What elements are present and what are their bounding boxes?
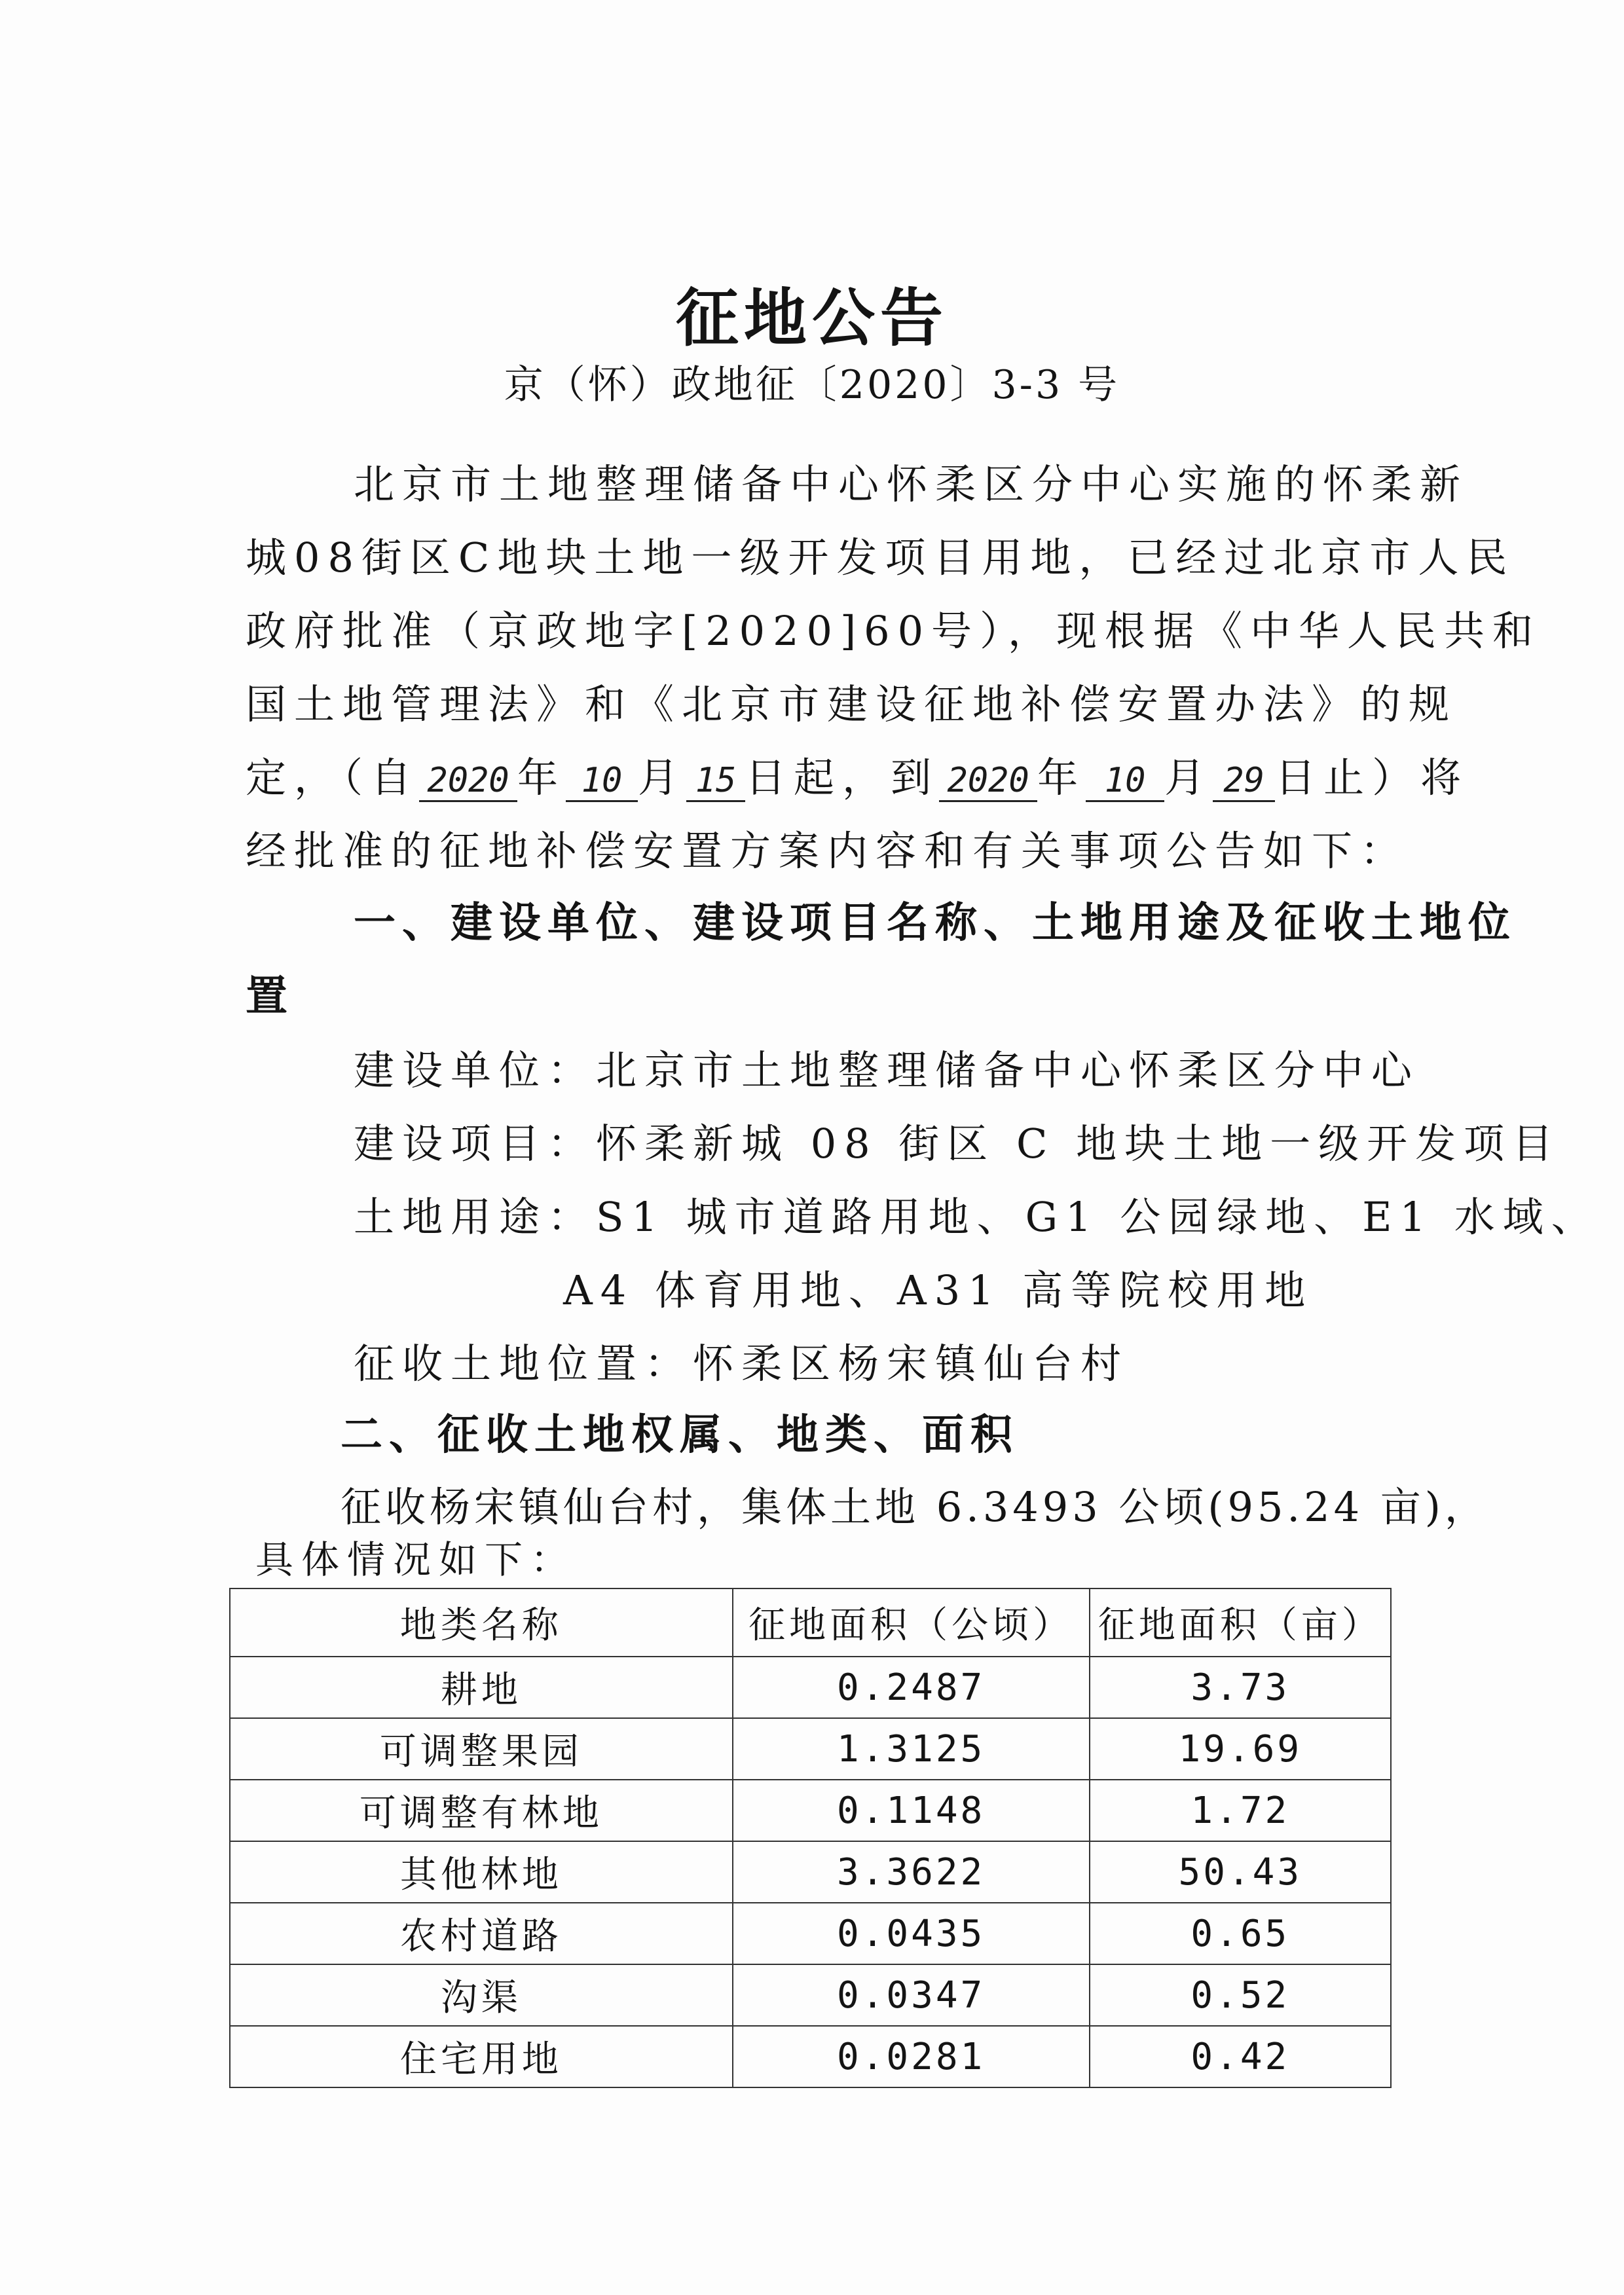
end-year-handwritten: 2020 bbox=[939, 761, 1037, 802]
start-year-handwritten: 2020 bbox=[419, 761, 517, 802]
cell-mu: 0.52 bbox=[1090, 1964, 1391, 2026]
start-day-label: 日起，到 bbox=[745, 754, 940, 801]
cell-hectare: 1.3125 bbox=[733, 1718, 1090, 1780]
cell-hectare: 0.1148 bbox=[733, 1780, 1090, 1841]
construction-unit: 建设单位：北京市土地整理储备中心怀柔区分中心 bbox=[354, 1046, 1420, 1094]
header-area-mu: 征地面积（亩） bbox=[1090, 1588, 1391, 1657]
table-row bbox=[230, 1964, 1391, 2026]
table-row bbox=[230, 1903, 1391, 1964]
cell-hectare: 0.0435 bbox=[733, 1903, 1090, 1964]
start-month-handwritten: 10 bbox=[566, 761, 638, 802]
cell-hectare: 0.2487 bbox=[733, 1657, 1090, 1718]
end-day-label: 日止）将 bbox=[1275, 754, 1469, 801]
intro-line-6: 经批准的征地补偿安置方案内容和有关事项公告如下： bbox=[246, 827, 1409, 875]
end-month-handwritten: 10 bbox=[1086, 761, 1164, 802]
intro-line-5-prefix: 定，（自 bbox=[246, 754, 420, 801]
document-number: 京（怀）政地征〔2020〕3-3 号 bbox=[504, 362, 1120, 408]
land-usage-line-2: A4 体育用地、A31 高等院校用地 bbox=[563, 1266, 1314, 1314]
table-row bbox=[230, 2026, 1391, 2087]
section-2-text-line-2: 具体情况如下： bbox=[255, 1537, 577, 1582]
end-month-label: 月 bbox=[1164, 754, 1213, 801]
intro-line-2: 城08街区C地块土地一级开发项目用地，已经过北京市人民 bbox=[246, 534, 1515, 581]
table-row bbox=[230, 1657, 1391, 1718]
land-location: 征收土地位置：怀柔区杨宋镇仙台村 bbox=[354, 1340, 1130, 1387]
section-1-heading: 一、建设单位、建设项目名称、土地用途及征收土地位 bbox=[354, 899, 1517, 947]
section-1-heading-cont: 置 bbox=[246, 972, 294, 1021]
month-label: 月 bbox=[638, 754, 687, 801]
cell-hectare: 0.0281 bbox=[733, 2026, 1090, 2087]
page-title: 征地公告 bbox=[676, 282, 948, 355]
header-area-hectare: 征地面积（公顷） bbox=[733, 1588, 1090, 1657]
land-table bbox=[229, 1588, 1392, 2088]
construction-project: 建设项目：怀柔新城 08 街区 C 地块土地一级开发项目 bbox=[354, 1120, 1561, 1167]
cell-hectare: 3.3622 bbox=[733, 1841, 1090, 1903]
cell-land-type: 可调整果园 bbox=[230, 1718, 733, 1780]
cell-mu: 19.69 bbox=[1090, 1718, 1391, 1780]
cell-land-type: 住宅用地 bbox=[230, 2026, 733, 2087]
table-row bbox=[230, 1718, 1391, 1780]
year-label: 年 bbox=[517, 754, 566, 801]
table-row bbox=[230, 1780, 1391, 1841]
cell-land-type: 耕地 bbox=[230, 1657, 733, 1718]
cell-land-type: 沟渠 bbox=[230, 1964, 733, 2026]
cell-mu: 0.42 bbox=[1090, 2026, 1391, 2087]
cell-mu: 3.73 bbox=[1090, 1657, 1391, 1718]
intro-line-4: 国土地管理法》和《北京市建设征地补偿安置办法》的规 bbox=[246, 680, 1458, 728]
land-usage-line-1: 土地用途：S1 城市道路用地、G1 公园绿地、E1 水域、 bbox=[354, 1193, 1600, 1241]
cell-land-type: 其他林地 bbox=[230, 1841, 733, 1903]
table-row bbox=[230, 1841, 1391, 1903]
section-2-heading: 二、征收土地权属、地类、面积 bbox=[341, 1411, 1019, 1460]
header-land-type: 地类名称 bbox=[230, 1588, 733, 1657]
end-day-handwritten: 29 bbox=[1213, 761, 1275, 802]
intro-line-3: 政府批准（京政地字[2020]60号），现根据《中华人民共和 bbox=[246, 607, 1541, 655]
intro-line-1: 北京市土地整理储备中心怀柔区分中心实施的怀柔新 bbox=[354, 460, 1469, 508]
cell-mu: 1.72 bbox=[1090, 1780, 1391, 1841]
cell-land-type: 农村道路 bbox=[230, 1903, 733, 1964]
table-header-row bbox=[230, 1588, 1391, 1657]
start-day-handwritten: 15 bbox=[686, 761, 745, 802]
cell-land-type: 可调整有林地 bbox=[230, 1780, 733, 1841]
intro-line-5 bbox=[246, 745, 1469, 803]
cell-hectare: 0.0347 bbox=[733, 1964, 1090, 2026]
cell-mu: 0.65 bbox=[1090, 1903, 1391, 1964]
section-2-text-line-1: 征收杨宋镇仙台村，集体土地 6.3493 公顷(95.24 亩)， bbox=[341, 1483, 1489, 1531]
end-year-label: 年 bbox=[1037, 754, 1086, 801]
cell-mu: 50.43 bbox=[1090, 1841, 1391, 1903]
